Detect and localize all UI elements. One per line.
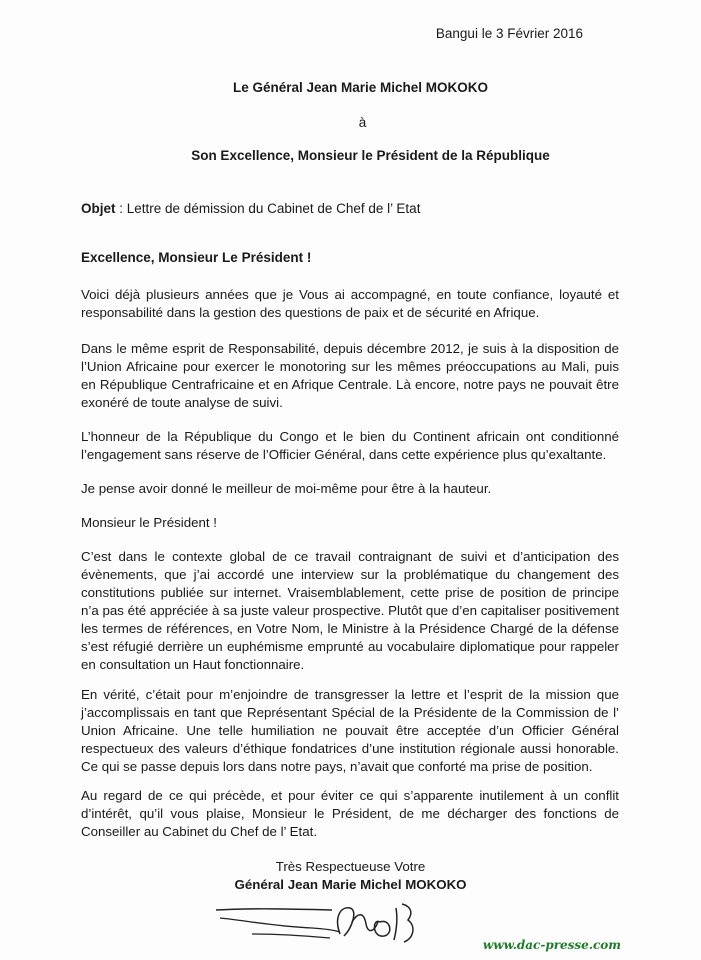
paragraph-7: En vérité, c’était pour m’enjoindre de transgresser la lettre et l’esprit de la mission que j’accomplissais en tant que Représentant Spécial de la Présidente de la Commission de l’ Union Africaine. Une telle humiliation ne pouvait être acceptée d’un Officier Général respectueux des valeurs d’éthique fondatrices d’une institution régionale aussi honorable. Ce qui se passe depuis lors dans notre pays, n’avait que conforté ma prise de position. bbox=[81, 687, 619, 774]
recipient-line: Son Excellence, Monsieur le Président de la République bbox=[191, 148, 550, 163]
watermark-text: www.dac-presse.com bbox=[482, 938, 621, 952]
closing-name: Général Jean Marie Michel MOKOKO bbox=[234, 877, 467, 892]
salutation: Excellence, Monsieur Le Président ! bbox=[81, 250, 312, 265]
paragraph-2: Dans le même esprit de Responsabilité, depuis décembre 2012, je suis à la disposition de l’Union Africaine pour exercer le monotoring sur les mêmes préoccupations au Mali, puis en République Centrafricaine et en Afrique Centrale. Là encore, notre pays ne pouvait être exonéré de toute analyse de suivi. bbox=[81, 341, 619, 410]
closing-line: Très Respectueuse Votre bbox=[275, 859, 426, 874]
subject-line bbox=[81, 201, 420, 216]
paragraph-1: Voici déjà plusieurs années que je Vous ai accompagné, en toute confiance, loyauté et responsabilité dans la gestion des questions de paix et de sécurité en Afrique. bbox=[81, 287, 619, 320]
to-word: à bbox=[358, 115, 367, 130]
paragraph-5: Monsieur le Président ! bbox=[81, 515, 217, 530]
handwritten-signature-icon bbox=[212, 898, 432, 948]
paragraph-4: Je pense avoir donné le meilleur de moi-même pour être à la hauteur. bbox=[81, 481, 492, 496]
paragraph-3: L’honneur de la République du Congo et le bien du Continent africain ont conditionné l’engagement sans réserve de l’Officier Général, dans cette expérience plus qu’exaltante. bbox=[81, 429, 619, 462]
subject-label: Objet bbox=[81, 201, 116, 216]
sender-line: Le Général Jean Marie Michel MOKOKO bbox=[232, 80, 489, 95]
paragraph-6: C’est dans le contexte global de ce travail contraignant de suivi et d’anticipation des évènements, que j’ai accordé une interview sur la problématique du changement des constitutions publiée sur internet. Vraisemblablement, cette prise de position de principe n’a pas été appréciée à sa juste valeur prospective. Plutôt que d’en capitaliser positivement les termes de références, en Votre Nom, le Ministre à la Présidence Chargé de la défense s’est réfugié derrière un euphémisme emprunté au vocabulaire diplomatique pour rappeler en consultation un Haut fonctionnaire. bbox=[81, 549, 619, 672]
letter-date: Bangui le 3 Février 2016 bbox=[435, 26, 583, 41]
paragraph-8: Au regard de ce qui précède, et pour éviter ce qui s’apparente inutilement à un conflit d’intérêt, qu’il vous plaise, Monsieur le Président, de me décharger des fonctions de Conseiller au Cabinet du Chef de l’ Etat. bbox=[81, 788, 619, 839]
subject-text: : Lettre de démission du Cabinet de Chef de l’ Etat bbox=[115, 201, 421, 216]
